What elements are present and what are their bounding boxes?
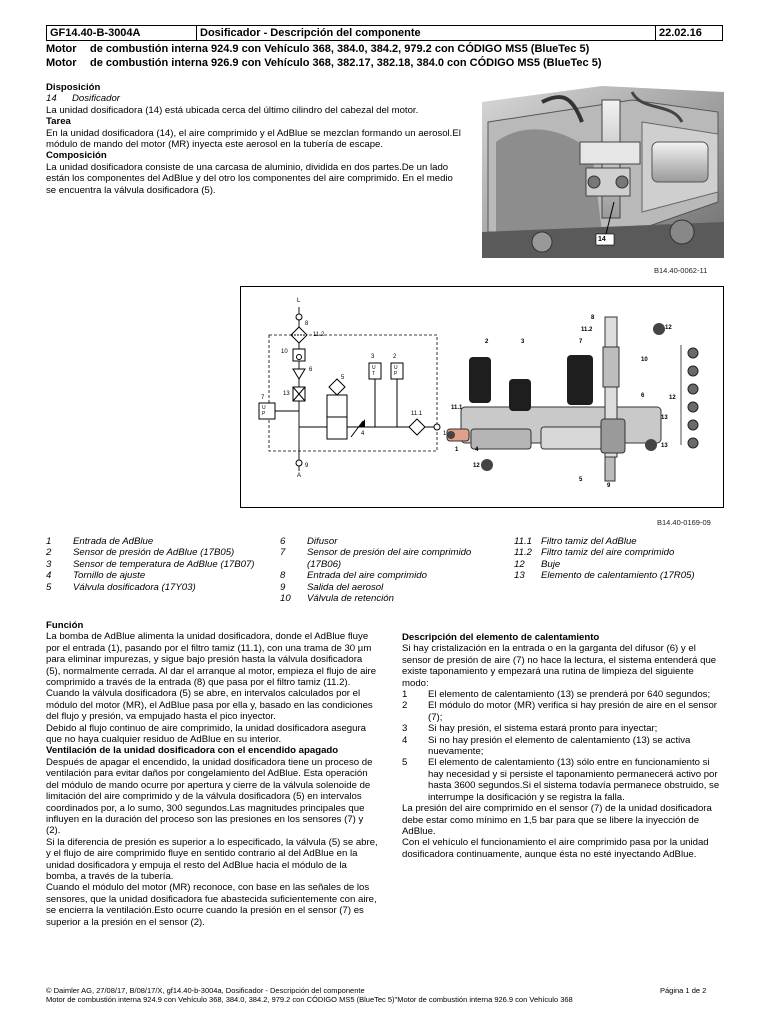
document-code: GF14.40-B-3004A [47,26,197,40]
funcion-paragraph: Cuando la válvula dosificadora (5) se abre, en intervalos calculados por el módulo del motor (MR), el AdBlue pasa por ella y, basado en las condiciones del flujo y presión, va empujado hasta el pico inyector. [46,688,373,723]
sch-label-11-1: 11.1 [411,411,423,417]
intro-section [46,82,461,196]
photo-label-4: 4 [475,447,479,453]
legend-item: 13 Elemento de calentamiento (17R05) [514,570,695,582]
sch-label-11-2: 11.2 [313,332,325,338]
funcion-paragraph: Después de apagar el encendido, la unidad dosificadora tiene un proceso de ventilación para evitar daños por congelamiento del AdBlue. Esta operación del módulo de mando ocurre por apertura y cierre de la válvula solenoide de limitación del aire comprimido y de la válvula dosificadora (5) en intervalos coordinados por, a lo sumo, 300 segundos.Las magnitudes principales que influyen en la duración del proceso son las presiones en los sensores (7) y (2). [46,756,373,837]
step-item: 1 El elemento de calentamiento (13) se prenderá por 640 segundos; [402,689,711,701]
calentamiento-paragraph: La presión del aire comprimido en el sensor (7) de la unidad dosificadora debe estar como mínimo en 1,5 bar para que se libere la inyección de AdBlue. [402,803,712,837]
sch-label-A: A [297,473,302,479]
step-item: 4 Si no hay presión el elemento de calentamiento (13) se activa nuevamente; [402,734,691,758]
photo-label-3: 3 [521,339,525,345]
sch-label-u1: U [372,365,376,371]
tarea-text: En la unidad dosificadora (14), el aire comprimido y el AdBlue se mezclan formando un aerosol.El módulo de mando del motor (MR) inyecta este aerosol en la tubería de escape. [46,127,461,151]
motor-line-2: Motor de combustión interna 926.9 con Vehículo 368, 382.17, 382.18, 384.0 con CÓDIGO MS5 (BlueTec 5) [46,57,602,69]
tarea-heading: Tarea [46,116,71,128]
legend-item: 2 Sensor de presión de AdBlue (17B05) [46,547,235,559]
dosing-unit-figure [240,286,724,508]
photo-label-1: 1 [455,447,459,453]
legend-item: 11.1 Filtro tamiz del AdBlue [514,536,637,547]
composicion-text: La unidad dosificadora consiste de una carcasa de aluminio, dividida en dos partes.De un lado están los componentes del AdBlue y del otro los componentes del aire comprimido. En el medio se encuentra la válvula dosificadora (5). [46,161,453,196]
funcion-paragraph: Debido al flujo continuo de aire comprimido, la unidad dosificadora asegura que no haya cualquier residuo de AdBlue en su interior. [46,722,366,746]
funcion-paragraph: Cuando el módulo del motor (MR) reconoce, con base en las señales de los sensores, que la unidad dosificadora fue abastecida suficientemente con aire, se encierra la ventilación.Esto ocurre cuando la presión en el sensor (7) es superior a la presión en el sensor (2). [46,882,377,928]
sch-label-2: 2 [393,354,397,360]
legend-item: 8 Entrada del aire comprimido [280,570,427,582]
sch-label-13: 13 [283,391,290,397]
composicion-heading: Composición [46,150,107,162]
hydraulic-schematic [241,287,723,507]
sch-label-4: 4 [361,431,365,437]
figure2-caption: B14.40-0169-09 [657,518,711,527]
photo-label-5: 5 [579,477,583,483]
engine-photo [482,82,724,258]
footer-line-1: © Daimler AG, 27/08/17, B/08/17/X, gf14.40-b-3004a, Dosificador - Descripción del componente [46,986,365,995]
calentamiento-paragraph: Con el vehículo el funcionamiento el aire comprimido pasa por la unidad dosificadora continuamente, aunque ésta no esté inyectando AdBlue. [402,837,709,860]
sch-label-5: 5 [341,375,345,381]
sch-label-7: 7 [261,395,265,401]
legend-item: 7 Sensor de presión del aire comprimido (17B06) [280,547,472,570]
photo-label-13a: 13 [661,415,668,421]
step-item: 5 El elemento de calentamiento (13) sólo entre en funcionamiento si hay necesidad y si persiste el taponamiento permanecerá activo por hasta 3600 segundos.Si el sistema todavía permanece obstruido, se interrumpe la dosificación y se registra la falla. [402,757,720,803]
photo-callout-14: 14 [598,236,606,243]
ventilacion-heading: Ventilación de la unidad dosificadora con el encendido apagado [46,745,339,757]
sch-label-p3: P [262,411,266,417]
step-item: 2 El módulo do motor (MR) verifica si hay presión de aire en el sensor (7); [402,700,718,723]
cleaning-steps-list [402,689,720,803]
photo-label-11-2: 11.2 [581,327,593,333]
sch-label-L: L [297,298,301,304]
legend-col-3 [514,536,744,582]
photo-label-13b: 13 [661,443,668,449]
legend-item: 5 Válvula dosificadora (17Y03) [46,581,196,593]
disposicion-item: 14 Dosificador [46,93,120,105]
document-title: Dosificador - Descripción del componente [197,26,656,40]
sch-label-9: 9 [305,463,309,469]
sch-label-u3: U [262,405,266,411]
sch-label-3: 3 [371,354,375,360]
legend-item: 3 Sensor de temperatura de AdBlue (17B07) [46,558,255,570]
calentamiento-section [402,632,720,860]
funcion-paragraph: La bomba de AdBlue alimenta la unidad dosificadora, donde el AdBlue fluye por el entrada (1), pasando por el filtro tamiz (11.1), con una trama de 30 µm para eliminar impurezas, y sigue bajo presión hasta la válvula dosificadora (5), normalmente cerrada. Al dar el arranque al motor, empieza el flujo de aire comprimido a través de la entrada (8) que pasa por el filtro tamiz (11.2). [46,631,377,689]
document-date: 22.02.16 [659,27,702,39]
footer-page-number: Página 1 de 2 [660,986,707,995]
photo-label-6: 6 [641,393,645,399]
disposicion-text: La unidad dosificadora (14) está ubicada cerca del último cilindro del cabezal del motor. [46,104,419,116]
calentamiento-heading: Descripción del elemento de calentamiento [402,632,600,643]
photo-label-12b: 12 [669,395,676,401]
figure1-caption: B14.40-0062-11 [654,266,708,275]
sch-label-u2: U [394,365,398,371]
footer-line-2: Motor de combustión interna 924.9 con Vehículo 368, 384.0, 384.2, 979.2 con CÓDIGO MS5 (BlueTec 5)"Motor de combustión interna 926.9 con Vehículo 368 [46,995,573,1004]
sch-label-1: 1 [443,431,447,437]
photo-label-9: 9 [607,483,611,489]
legend-item: 1 Entrada de AdBlue [46,536,154,547]
legend-item: 12 Buje [514,558,561,570]
legend-col-1 [46,536,256,593]
disposicion-heading: Disposición [46,82,101,93]
photo-label-12a: 12 [665,325,672,331]
sch-label-t: T [372,371,376,377]
step-item: 3 Si hay presión, el sistema estará pronto para inyectar; [402,723,658,735]
motor-line-1: Motor de combustión interna 924.9 con Vehículo 368, 384.0, 384.2, 979.2 con CÓDIGO MS5 (BlueTec 5) [46,43,590,55]
legend-item: 9 Salida del aerosol [280,581,384,593]
photo-label-7: 7 [579,339,583,345]
legend-item: 6 Difusor [280,536,338,547]
photo-label-12c: 12 [473,463,480,469]
calentamiento-intro: Si hay cristalización en la entrada o en la garganta del difusor (6) y el sensor de presión de aire (7) no hace la lectura, el sistema entenderá que existe taponamiento y empezará una rutina de limpieza del siguiente modo: [402,643,717,689]
photo-label-11-1: 11.1 [451,405,463,411]
document-header [46,25,723,41]
photo-label-10: 10 [641,357,648,363]
funcion-paragraph: Si la diferencia de presión es superior a lo especificado, la válvula (5) se abre, y el flujo de aire comprimido fluye en sentido contrario al del AdBlue en la unidad dosificadora y empuja el resto del AdBlue hacia el módulo de la bomba, a través de la tubería. [46,836,378,882]
sch-label-10: 10 [281,349,288,355]
legend-item: 11.2 Filtro tamiz del aire comprimido [514,547,675,559]
photo-label-8: 8 [591,315,595,321]
engine-photo-illustration [482,82,724,258]
legend-item: 10 Válvula de retención [280,593,394,605]
legend-item: 4 Tornillo de ajuste [46,570,146,582]
sch-label-6: 6 [309,367,313,373]
photo-label-2: 2 [485,339,489,345]
funcion-heading: Función [46,620,84,631]
sch-label-8: 8 [305,321,309,327]
legend-col-2 [280,536,480,604]
funcion-section [46,620,378,928]
sch-label-p2: P [394,371,398,377]
